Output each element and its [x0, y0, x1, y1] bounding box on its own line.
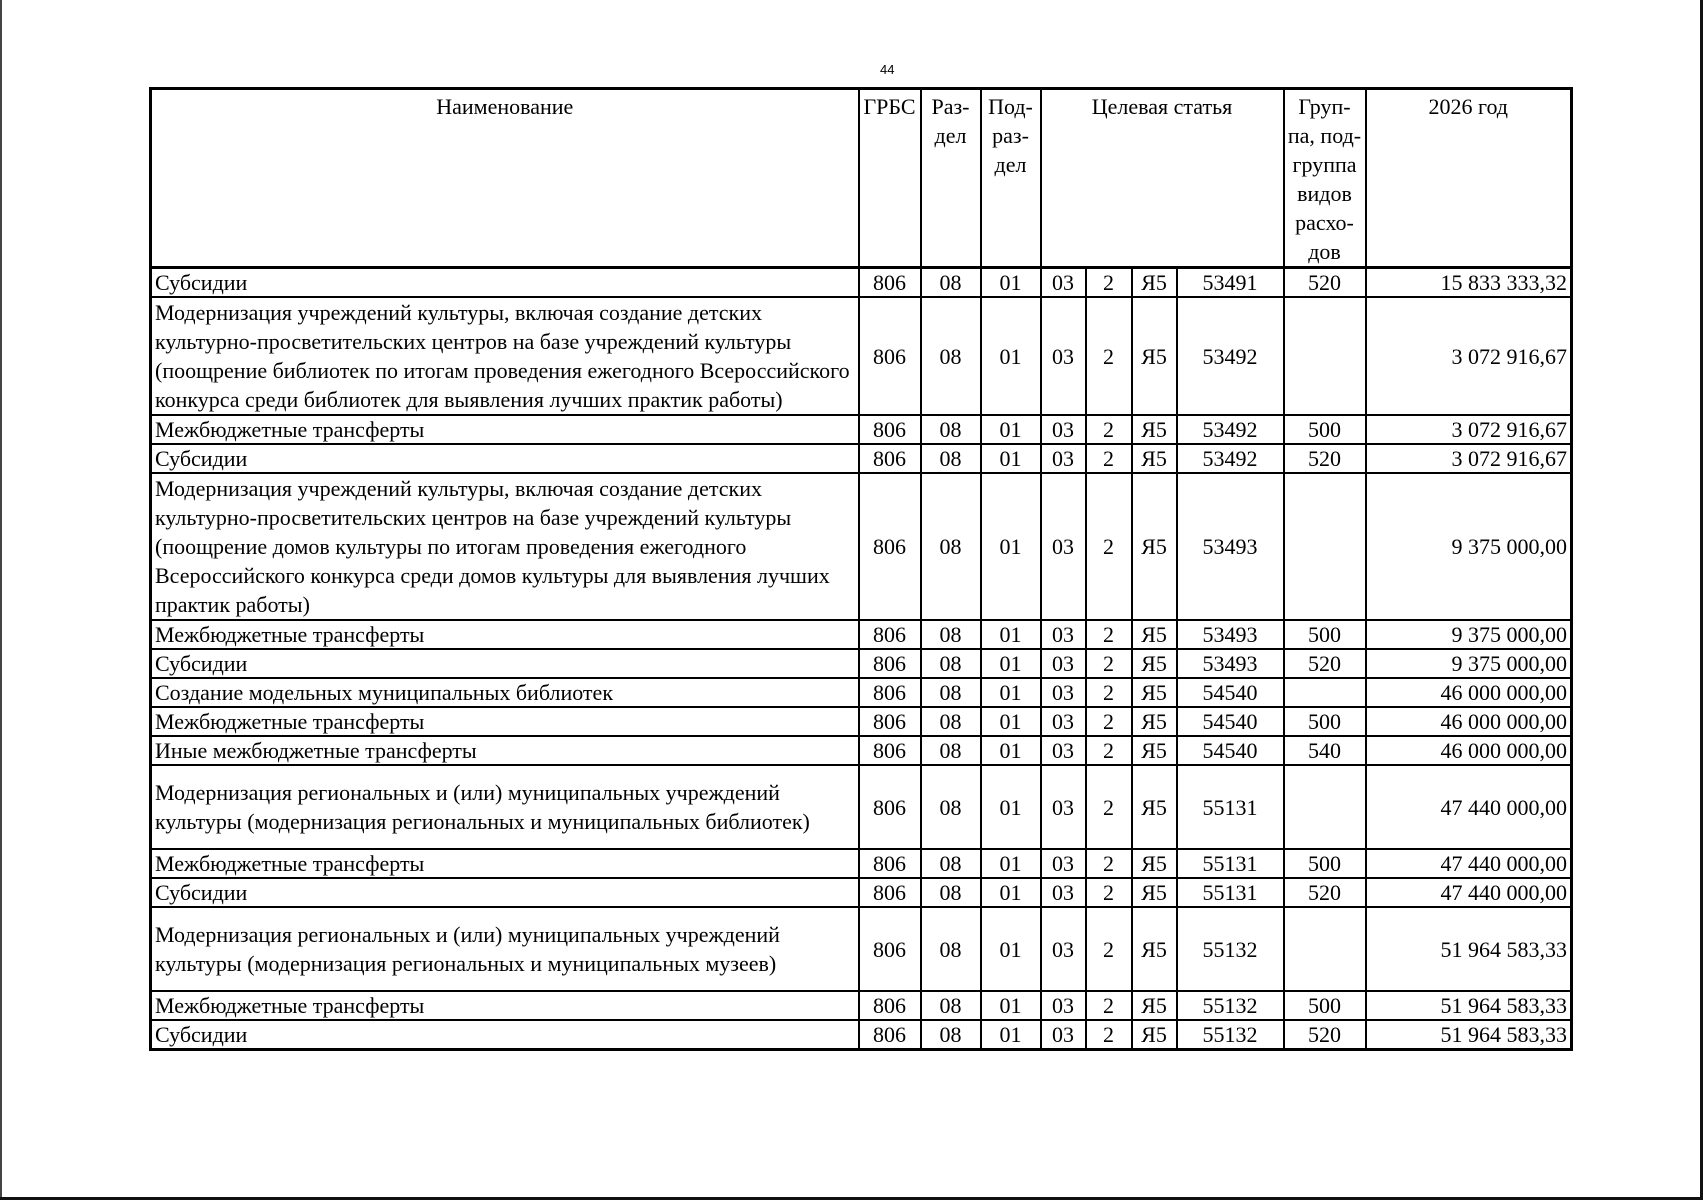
- cell-amount: 51 964 583,33: [1366, 991, 1572, 1020]
- cell-grbs: 806: [859, 678, 921, 707]
- cell-podrazdel: 01: [981, 268, 1041, 298]
- cell-name: Модернизация учреждений культуры, включая создание детских культурно-просветительских центров на базе учреждений культуры (поощрение библиотек по итогам проведения ежегодного Всероссийского конкурса среди библиотек для выявления лучших практик работы): [151, 297, 859, 415]
- cell-podrazdel: 01: [981, 649, 1041, 678]
- cell-grbs: 806: [859, 991, 921, 1020]
- cell-target-project: Я5: [1132, 444, 1177, 473]
- cell-target-direction: 54540: [1177, 678, 1284, 707]
- table-row: [151, 620, 1572, 649]
- cell-name: Субсидии: [151, 878, 859, 907]
- cell-razdel: 08: [921, 907, 981, 991]
- cell-amount: 3 072 916,67: [1366, 444, 1572, 473]
- cell-grbs: 806: [859, 878, 921, 907]
- cell-target-project: Я5: [1132, 678, 1177, 707]
- cell-target-program: 03: [1041, 415, 1086, 444]
- table-row: [151, 878, 1572, 907]
- table-row: [151, 415, 1572, 444]
- cell-target-subprogram: 2: [1086, 849, 1132, 878]
- cell-target-subprogram: 2: [1086, 907, 1132, 991]
- table-row: [151, 1020, 1572, 1050]
- cell-grbs: 806: [859, 649, 921, 678]
- cell-amount: 3 072 916,67: [1366, 415, 1572, 444]
- cell-amount: 51 964 583,33: [1366, 1020, 1572, 1050]
- cell-target-project: Я5: [1132, 878, 1177, 907]
- cell-target-direction: 53492: [1177, 415, 1284, 444]
- cell-target-program: 03: [1041, 849, 1086, 878]
- cell-target-subprogram: 2: [1086, 444, 1132, 473]
- cell-target-direction: 55131: [1177, 849, 1284, 878]
- cell-grbs: 806: [859, 473, 921, 620]
- cell-target-direction: 53492: [1177, 297, 1284, 415]
- cell-name: Субсидии: [151, 444, 859, 473]
- cell-expense-group: 540: [1284, 736, 1366, 765]
- cell-expense-group: 520: [1284, 268, 1366, 298]
- cell-name: Субсидии: [151, 1020, 859, 1050]
- cell-razdel: 08: [921, 620, 981, 649]
- cell-podrazdel: 01: [981, 707, 1041, 736]
- cell-target-project: Я5: [1132, 907, 1177, 991]
- cell-amount: 46 000 000,00: [1366, 707, 1572, 736]
- cell-razdel: 08: [921, 765, 981, 849]
- cell-grbs: 806: [859, 907, 921, 991]
- table-row: [151, 649, 1572, 678]
- cell-target-program: 03: [1041, 678, 1086, 707]
- cell-target-subprogram: 2: [1086, 473, 1132, 620]
- cell-target-direction: 54540: [1177, 707, 1284, 736]
- cell-amount: 15 833 333,32: [1366, 268, 1572, 298]
- cell-amount: 9 375 000,00: [1366, 473, 1572, 620]
- cell-razdel: 08: [921, 473, 981, 620]
- table-row: [151, 765, 1572, 849]
- cell-podrazdel: 01: [981, 878, 1041, 907]
- cell-target-project: Я5: [1132, 991, 1177, 1020]
- header-razdel: Раз- дел: [921, 89, 981, 268]
- cell-razdel: 08: [921, 736, 981, 765]
- cell-target-direction: 53493: [1177, 620, 1284, 649]
- cell-amount: 9 375 000,00: [1366, 620, 1572, 649]
- cell-amount: 46 000 000,00: [1366, 678, 1572, 707]
- cell-target-program: 03: [1041, 736, 1086, 765]
- table-row: [151, 297, 1572, 415]
- cell-expense-group: [1284, 473, 1366, 620]
- cell-target-program: 03: [1041, 991, 1086, 1020]
- cell-target-project: Я5: [1132, 707, 1177, 736]
- cell-target-subprogram: 2: [1086, 991, 1132, 1020]
- cell-razdel: 08: [921, 297, 981, 415]
- budget-table: [149, 87, 1573, 1051]
- cell-target-direction: 55132: [1177, 1020, 1284, 1050]
- cell-podrazdel: 01: [981, 620, 1041, 649]
- cell-podrazdel: 01: [981, 765, 1041, 849]
- cell-podrazdel: 01: [981, 907, 1041, 991]
- cell-target-direction: 54540: [1177, 736, 1284, 765]
- cell-grbs: 806: [859, 268, 921, 298]
- cell-amount: 51 964 583,33: [1366, 907, 1572, 991]
- cell-target-direction: 55131: [1177, 765, 1284, 849]
- cell-target-subprogram: 2: [1086, 1020, 1132, 1050]
- table-header-row: [151, 89, 1572, 268]
- cell-grbs: 806: [859, 620, 921, 649]
- table-row: [151, 736, 1572, 765]
- cell-name: Модернизация региональных и (или) муниципальных учреждений культуры (модернизация региональных и муниципальных музеев): [151, 907, 859, 991]
- cell-grbs: 806: [859, 444, 921, 473]
- cell-expense-group: 520: [1284, 1020, 1366, 1050]
- cell-expense-group: 500: [1284, 707, 1366, 736]
- cell-podrazdel: 01: [981, 473, 1041, 620]
- cell-target-program: 03: [1041, 878, 1086, 907]
- header-group: Груп- па, под- группа видов расхо- дов: [1284, 89, 1366, 268]
- cell-amount: 47 440 000,00: [1366, 765, 1572, 849]
- cell-grbs: 806: [859, 849, 921, 878]
- cell-target-direction: 53493: [1177, 473, 1284, 620]
- cell-expense-group: 520: [1284, 444, 1366, 473]
- cell-target-project: Я5: [1132, 736, 1177, 765]
- cell-target-subprogram: 2: [1086, 707, 1132, 736]
- cell-target-project: Я5: [1132, 297, 1177, 415]
- cell-podrazdel: 01: [981, 736, 1041, 765]
- table-row: [151, 473, 1572, 620]
- cell-target-subprogram: 2: [1086, 268, 1132, 298]
- cell-name: Создание модельных муниципальных библиотек: [151, 678, 859, 707]
- cell-target-project: Я5: [1132, 765, 1177, 849]
- cell-razdel: 08: [921, 991, 981, 1020]
- cell-podrazdel: 01: [981, 297, 1041, 415]
- cell-name: Межбюджетные трансферты: [151, 849, 859, 878]
- cell-amount: 46 000 000,00: [1366, 736, 1572, 765]
- cell-grbs: 806: [859, 415, 921, 444]
- cell-target-direction: 53491: [1177, 268, 1284, 298]
- cell-target-direction: 53493: [1177, 649, 1284, 678]
- cell-razdel: 08: [921, 678, 981, 707]
- cell-expense-group: 500: [1284, 991, 1366, 1020]
- cell-target-direction: 55131: [1177, 878, 1284, 907]
- cell-target-subprogram: 2: [1086, 620, 1132, 649]
- cell-amount: 47 440 000,00: [1366, 878, 1572, 907]
- cell-grbs: 806: [859, 1020, 921, 1050]
- table-row: [151, 678, 1572, 707]
- cell-expense-group: [1284, 765, 1366, 849]
- cell-target-program: 03: [1041, 907, 1086, 991]
- cell-target-project: Я5: [1132, 620, 1177, 649]
- cell-expense-group: [1284, 678, 1366, 707]
- cell-podrazdel: 01: [981, 991, 1041, 1020]
- cell-expense-group: [1284, 297, 1366, 415]
- cell-razdel: 08: [921, 415, 981, 444]
- cell-name: Иные межбюджетные трансферты: [151, 736, 859, 765]
- cell-target-subprogram: 2: [1086, 297, 1132, 415]
- cell-grbs: 806: [859, 707, 921, 736]
- table-row: [151, 707, 1572, 736]
- cell-target-program: 03: [1041, 473, 1086, 620]
- cell-grbs: 806: [859, 736, 921, 765]
- cell-grbs: 806: [859, 765, 921, 849]
- cell-target-subprogram: 2: [1086, 878, 1132, 907]
- cell-target-program: 03: [1041, 707, 1086, 736]
- table-row: [151, 849, 1572, 878]
- cell-expense-group: 520: [1284, 878, 1366, 907]
- cell-target-project: Я5: [1132, 1020, 1177, 1050]
- cell-razdel: 08: [921, 649, 981, 678]
- cell-target-project: Я5: [1132, 415, 1177, 444]
- cell-amount: 47 440 000,00: [1366, 849, 1572, 878]
- cell-target-subprogram: 2: [1086, 678, 1132, 707]
- cell-name: Межбюджетные трансферты: [151, 707, 859, 736]
- cell-target-subprogram: 2: [1086, 765, 1132, 849]
- cell-name: Субсидии: [151, 268, 859, 298]
- cell-expense-group: [1284, 907, 1366, 991]
- cell-name: Межбюджетные трансферты: [151, 415, 859, 444]
- cell-expense-group: 500: [1284, 620, 1366, 649]
- cell-target-direction: 55132: [1177, 991, 1284, 1020]
- cell-razdel: 08: [921, 1020, 981, 1050]
- cell-name: Модернизация учреждений культуры, включая создание детских культурно-просветительских центров на базе учреждений культуры (поощрение домов культуры по итогам проведения ежегодного Всероссийского конкурса среди домов культуры для выявления лучших практик работы): [151, 473, 859, 620]
- cell-podrazdel: 01: [981, 1020, 1041, 1050]
- cell-expense-group: 500: [1284, 415, 1366, 444]
- cell-target-program: 03: [1041, 649, 1086, 678]
- header-name: Наименование: [151, 89, 859, 268]
- cell-razdel: 08: [921, 268, 981, 298]
- cell-podrazdel: 01: [981, 849, 1041, 878]
- cell-target-subprogram: 2: [1086, 736, 1132, 765]
- cell-target-direction: 53492: [1177, 444, 1284, 473]
- cell-razdel: 08: [921, 444, 981, 473]
- header-target: Целевая статья: [1041, 89, 1284, 268]
- cell-amount: 3 072 916,67: [1366, 297, 1572, 415]
- cell-expense-group: 520: [1284, 649, 1366, 678]
- scan-edge-left: [0, 0, 2, 1200]
- table-row: [151, 268, 1572, 298]
- cell-target-program: 03: [1041, 765, 1086, 849]
- cell-target-program: 03: [1041, 1020, 1086, 1050]
- header-grbs: ГРБС: [859, 89, 921, 268]
- cell-target-program: 03: [1041, 268, 1086, 298]
- cell-expense-group: 500: [1284, 849, 1366, 878]
- cell-target-subprogram: 2: [1086, 415, 1132, 444]
- header-podrazdel: Под- раз- дел: [981, 89, 1041, 268]
- cell-name: Модернизация региональных и (или) муниципальных учреждений культуры (модернизация региональных и муниципальных библиотек): [151, 765, 859, 849]
- table-row: [151, 907, 1572, 991]
- cell-name: Межбюджетные трансферты: [151, 620, 859, 649]
- cell-name: Межбюджетные трансферты: [151, 991, 859, 1020]
- cell-target-program: 03: [1041, 444, 1086, 473]
- cell-amount: 9 375 000,00: [1366, 649, 1572, 678]
- table-row: [151, 991, 1572, 1020]
- cell-podrazdel: 01: [981, 415, 1041, 444]
- cell-target-project: Я5: [1132, 649, 1177, 678]
- header-year: 2026 год: [1366, 89, 1572, 268]
- cell-target-project: Я5: [1132, 473, 1177, 620]
- table-row: [151, 444, 1572, 473]
- page-number: 44: [880, 62, 895, 77]
- cell-target-program: 03: [1041, 297, 1086, 415]
- cell-target-program: 03: [1041, 620, 1086, 649]
- cell-podrazdel: 01: [981, 444, 1041, 473]
- cell-razdel: 08: [921, 707, 981, 736]
- cell-podrazdel: 01: [981, 678, 1041, 707]
- cell-target-subprogram: 2: [1086, 649, 1132, 678]
- cell-target-direction: 55132: [1177, 907, 1284, 991]
- cell-target-project: Я5: [1132, 849, 1177, 878]
- cell-razdel: 08: [921, 849, 981, 878]
- cell-target-project: Я5: [1132, 268, 1177, 298]
- cell-razdel: 08: [921, 878, 981, 907]
- table-body: [151, 268, 1572, 1050]
- cell-grbs: 806: [859, 297, 921, 415]
- cell-name: Субсидии: [151, 649, 859, 678]
